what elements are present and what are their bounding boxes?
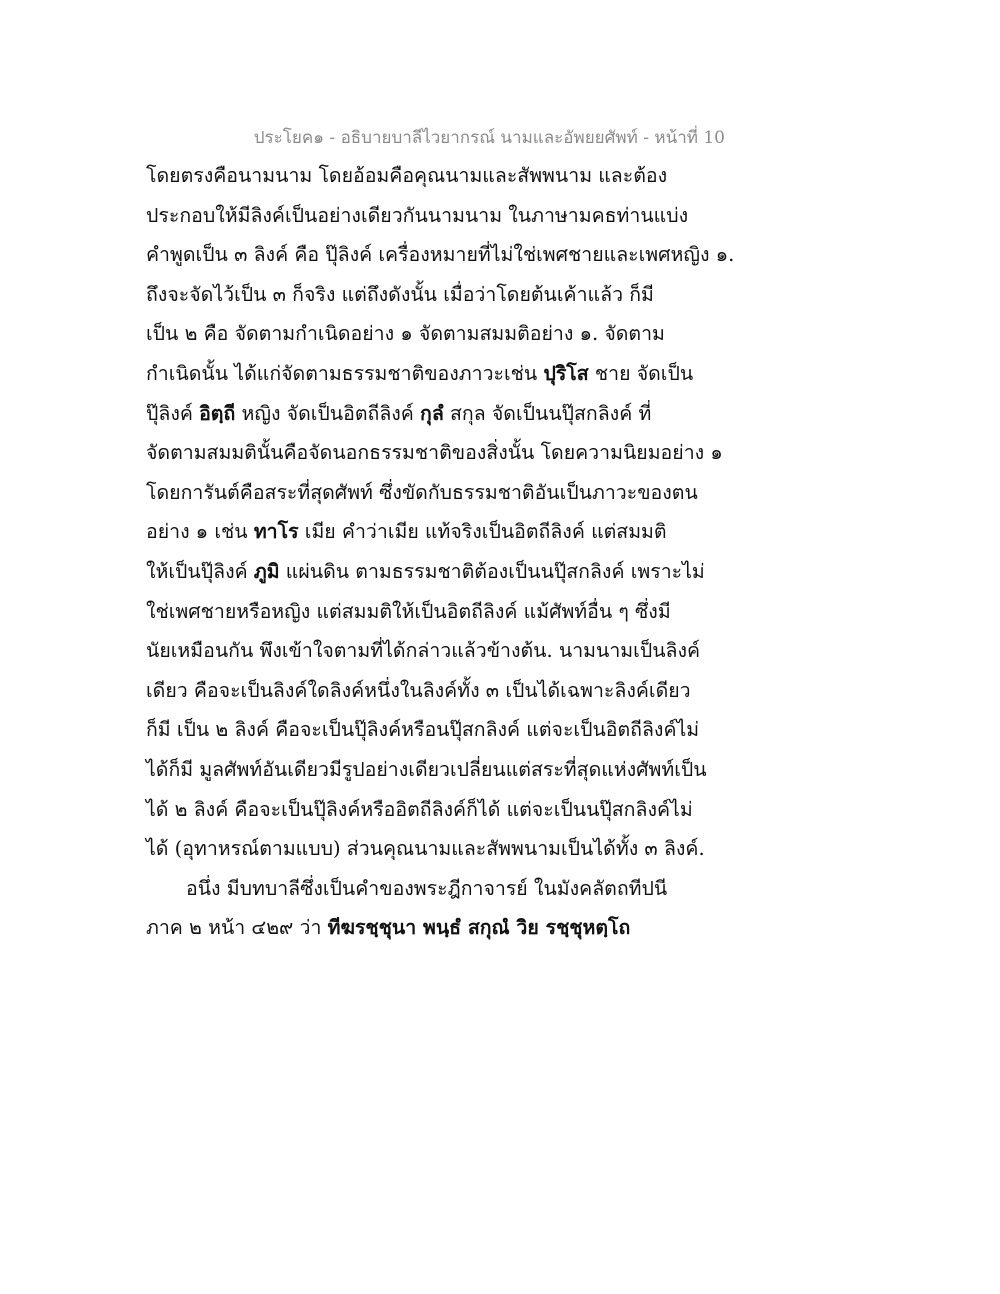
text-segment: อนึ่ง มีบทบาลีซึ่งเป็นคำของพระฎีกาจารย์ ในมังคลัตถทีปนี bbox=[186, 876, 668, 900]
text-line bbox=[146, 829, 746, 869]
text-segment: ประกอบให้มีลิงค์เป็นอย่างเดียวกันนามนาม ในภาษามคธท่านแบ่ง bbox=[146, 203, 689, 227]
text-line bbox=[146, 869, 746, 909]
text-segment: แผ่นดิน ตามธรรมชาติต้องเป็นนปุ๊สกลิงค์ เพราะไม่ bbox=[279, 559, 705, 583]
text-segment: จัดตามสมมตินั้นคือจัดนอกธรรมชาติของสิ่งนั้น โดยความนิยมอย่าง ๑ bbox=[146, 441, 723, 465]
pali-term: ทีฆรชฺชุนา พนฺธํ สกุณํ วิย รชฺชุหตฺโถ bbox=[327, 916, 631, 940]
text-line bbox=[146, 552, 746, 592]
text-segment: เมีย คำว่าเมีย แท้จริงเป็นอิตถีลิงค์ แต่สมมติ bbox=[298, 520, 667, 544]
text-segment: โดยตรงคือนามนาม โดยอ้อมคือคุณนามและสัพพนาม และต้อง bbox=[146, 164, 668, 187]
text-line bbox=[146, 750, 746, 790]
text-line bbox=[146, 512, 746, 552]
pali-term: ทาโร bbox=[253, 520, 299, 544]
text-line bbox=[146, 394, 746, 434]
pali-term: อิตฺถี bbox=[199, 401, 236, 425]
text-line bbox=[146, 671, 746, 711]
text-segment: ใช่เพศชายหรือหญิง แต่สมมติให้เป็นอิตถีลิงค์ แม้ศัพท์อื่น ๆ ซึ่งมี bbox=[146, 599, 671, 623]
text-segment: ได้ ๒ ลิงค์ คือจะเป็นปุ๊ลิงค์หรืออิตถีลิงค์ก็ได้ แต่จะเป็นนปุ๊สกลิงค์ไม่ bbox=[146, 797, 693, 821]
text-segment: คำพูดเป็น ๓ ลิงค์ คือ ปุ๊ลิงค์ เครื่องหมายที่ไม่ใช่เพศชายและเพศหญิง ๑. bbox=[146, 243, 735, 267]
text-line bbox=[146, 592, 746, 632]
text-line bbox=[146, 473, 746, 513]
text-line bbox=[146, 354, 746, 394]
text-line bbox=[146, 710, 746, 750]
text-line bbox=[146, 235, 746, 275]
text-segment: ภาค ๒ หน้า ๔๒๙ ว่า bbox=[146, 916, 328, 940]
text-line bbox=[146, 908, 746, 948]
text-line bbox=[146, 433, 746, 473]
text-segment: เดียว คือจะเป็นลิงค์ใดลิงค์หนึ่งในลิงค์ทั้ง ๓ เป็นได้เฉพาะลิงค์เดียว bbox=[146, 678, 691, 702]
pali-term: ภูมิ bbox=[253, 559, 280, 583]
text-segment: ให้เป็นปุ๊ลิงค์ bbox=[146, 559, 254, 583]
text-segment: ได้ (อุทาหรณ์ตามแบบ) ส่วนคุณนามและสัพพนามเป็นได้ทั้ง ๓ ลิงค์. bbox=[146, 837, 705, 861]
text-line bbox=[146, 196, 746, 236]
text-segment: โดยการันต์คือสระที่สุดศัพท์ ซึ่งขัดกับธรรมชาติอันเป็นภาวะของตน bbox=[146, 480, 698, 504]
text-line bbox=[146, 275, 746, 315]
text-segment: กำเนิดนั้น ได้แก่จัดตามธรรมชาติของภาวะเช่น bbox=[146, 361, 544, 385]
text-segment: ก็มี เป็น ๒ ลิงค์ คือจะเป็นปุ๊ลิงค์หรือนปุ๊สกลิงค์ แต่จะเป็นอิตถีลิงค์ไม่ bbox=[146, 718, 700, 742]
text-line bbox=[146, 156, 746, 196]
pali-term: กุลํ bbox=[420, 401, 444, 425]
text-line bbox=[146, 314, 746, 354]
text-segment: สกุล จัดเป็นนปุ๊สกลิงค์ ที่ bbox=[443, 401, 652, 425]
text-segment: ปุ๊ลิงค์ bbox=[146, 401, 200, 425]
text-line bbox=[146, 790, 746, 830]
text-segment: ได้ก็มี มูลศัพท์อันเดียวมีรูปอย่างเดียวเปลี่ยนแต่สระที่สุดแห่งศัพท์เป็น bbox=[146, 757, 707, 781]
text-segment: อย่าง ๑ เช่น bbox=[146, 520, 254, 544]
text-segment: เป็น ๒ คือ จัดตามกำเนิดอย่าง ๑ จัดตามสมมติอย่าง ๑. จัดตาม bbox=[146, 322, 665, 346]
text-segment: ถึงจะจัดไว้เป็น ๓ ก็จริง แต่ถึงดังนั้น เมื่อว่าโดยต้นเค้าแล้ว ก็มี bbox=[146, 282, 654, 306]
text-line bbox=[146, 631, 746, 671]
page-header: ประโยค๑ - อธิบายบาลีไวยากรณ์ นามและอัพยยศัพท์ - หน้าที่ 10 bbox=[253, 128, 725, 148]
text-segment: หญิง จัดเป็นอิตถีลิงค์ bbox=[235, 401, 421, 425]
text-segment: ชาย จัดเป็น bbox=[588, 361, 694, 385]
pali-term: ปุริโส bbox=[543, 361, 589, 385]
body-text bbox=[146, 156, 746, 948]
text-segment: นัยเหมือนกัน พึงเข้าใจตามที่ได้กล่าวแล้วข้างต้น. นามนามเป็นลิงค์ bbox=[146, 639, 701, 663]
